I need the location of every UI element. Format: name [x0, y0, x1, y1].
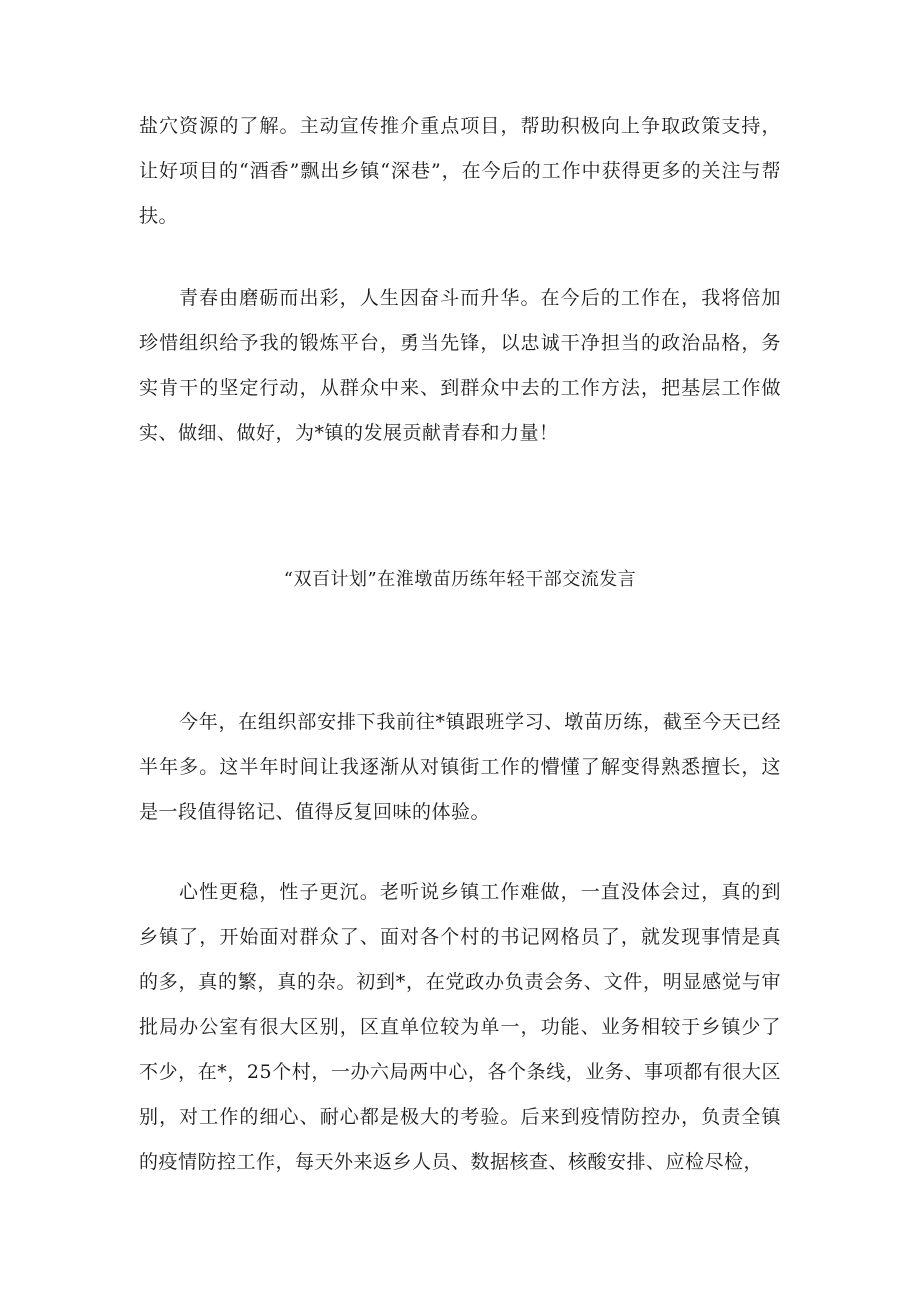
paragraph-body: 心性更稳，性子更沉。老听说乡镇工作难做，一直没体会过，真的到乡镇了，开始面对群众了、面对各个村的书记网格员了，就发现事情是真的多，真的繁，真的杂。初到*，在党政办负责会务、文件，明显感觉与审批局办公室有很大区别，区直单位较为单一，功能、业务相较于乡镇少了不少，在*，25个村，一办六局两中心，各个条线，业务、事项都有很大区别，对工作的细心、耐心都是极大的考验。后来到疫情防控办，负责全镇的疫情防控工作，每天外来返乡人员、数据核查、核酸安排、应检尽检，	[139, 881, 781, 1173]
paragraph-continuation: 盐穴资源的了解。主动宣传推介重点项目，帮助积极向上争取政策支持，让好项目的“酒香”飘出乡镇“深巷”，在今后的工作中获得更多的关注与帮扶。	[139, 115, 781, 227]
paragraph-conclusion: 青春由磨砺而出彩，人生因奋斗而升华。在今后的工作在，我将倍加珍惜组织给予我的锻炼平台，勇当先锋，以忠诚干净担当的政治品格，务实肯干的坚定行动，从群众中来、到群众中去的工作方法，把基层工作做实、做细、做好，为*镇的发展贡献青春和力量！	[139, 287, 781, 444]
paragraph-intro: 今年，在组织部安排下我前往*镇跟班学习、墩苗历练，截至今天已经半年多。这半年时间让我逐渐从对镇街工作的懵懂了解变得熟悉擅长，这是一段值得铭记、值得反复回味的体验。	[139, 711, 781, 823]
section-title: “双百计划”在淮墩苗历练年轻干部交流发言	[283, 569, 637, 590]
